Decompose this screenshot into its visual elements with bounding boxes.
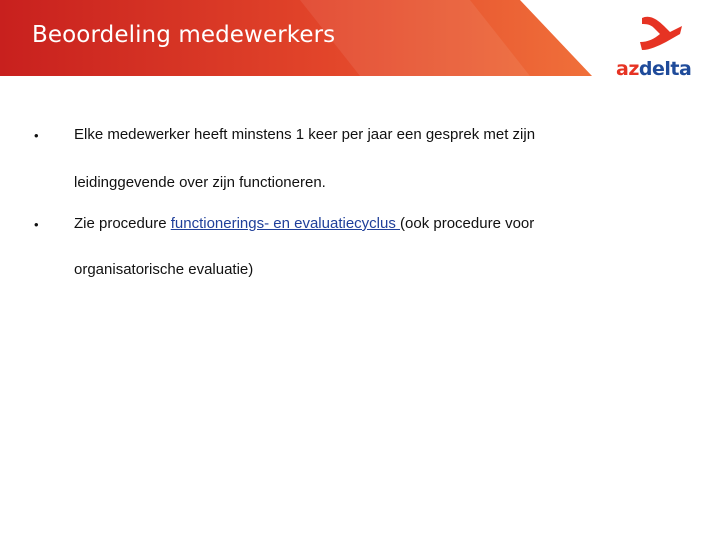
bullet-1-line-2: leidinggevende over zijn functioneren. — [74, 174, 326, 191]
bullet-marker: • — [34, 128, 39, 143]
page-title: Beoordeling medewerkers — [32, 22, 336, 48]
bullet-2-line-1 — [74, 215, 534, 232]
az-delta-logo — [616, 12, 706, 82]
bullet-2-suffix: (ook procedure voor — [400, 215, 535, 232]
logo-wordmark — [616, 58, 706, 80]
logo-mark-icon — [636, 12, 686, 56]
logo-part-az: az — [616, 58, 639, 80]
bullet-marker: • — [34, 217, 39, 232]
bullet-2-line-2: organisatorische evaluatie) — [74, 261, 254, 278]
procedure-link[interactable]: functionerings- en evaluatiecyclus — [170, 215, 401, 232]
bullet-2-prefix: Zie procedure — [74, 215, 171, 232]
bullet-1-line-1: Elke medewerker heeft minstens 1 keer per jaar een gesprek met zijn — [74, 126, 536, 143]
logo-part-delta: delta — [638, 58, 692, 80]
title-banner — [0, 0, 720, 76]
